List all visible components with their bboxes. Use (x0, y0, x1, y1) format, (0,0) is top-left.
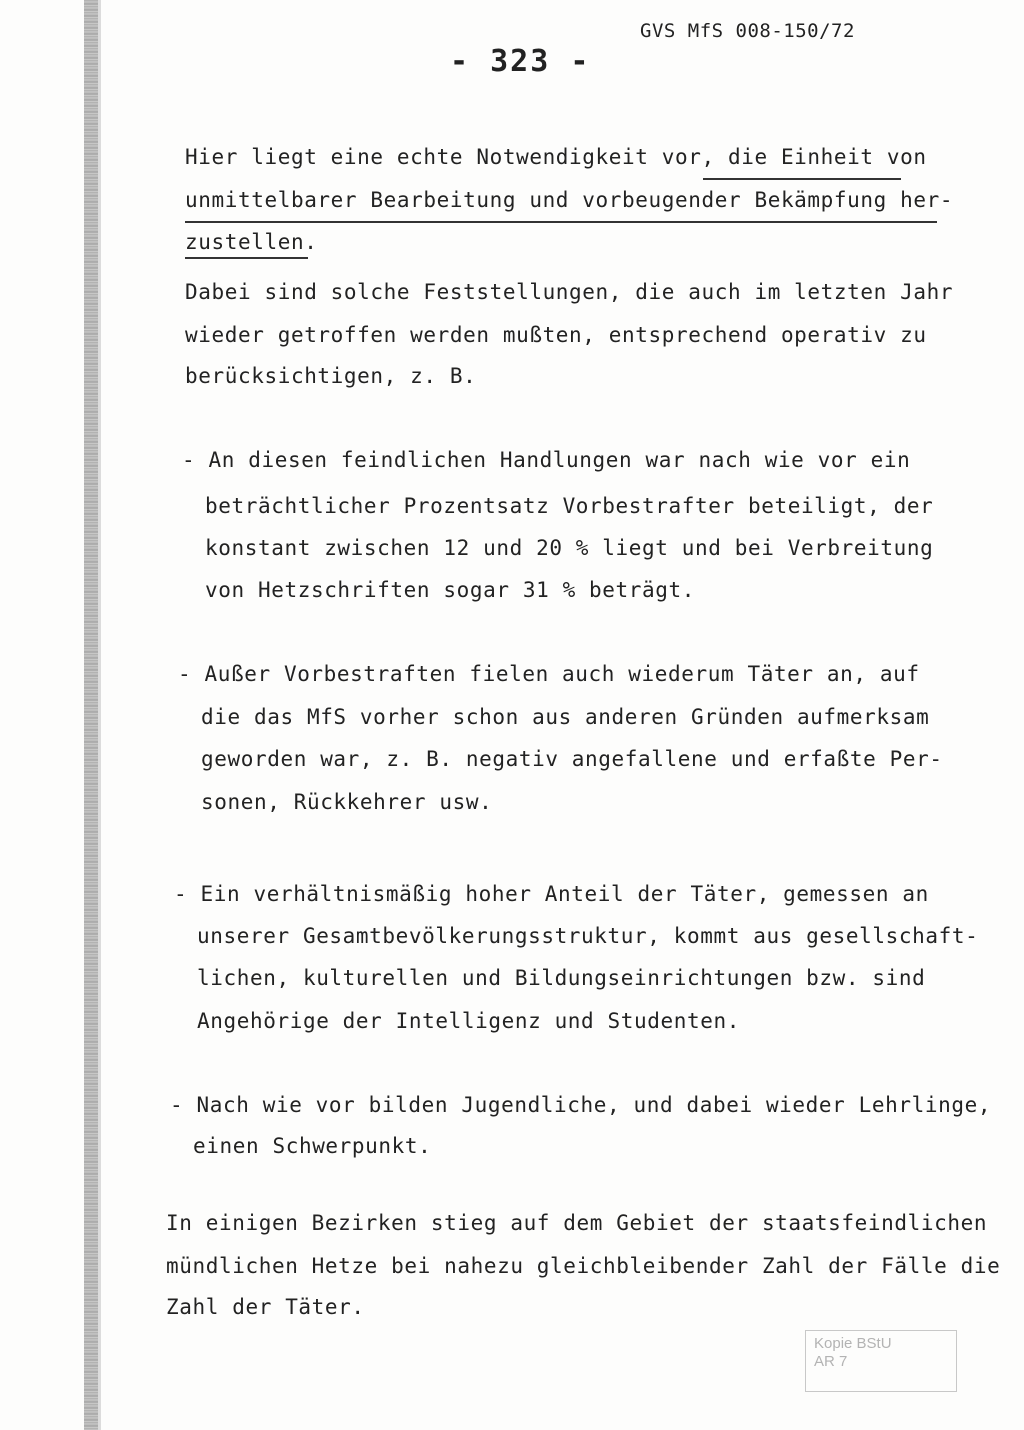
stamp-line-2: AR 7 (814, 1353, 848, 1370)
text-line-8: beträchtlicher Prozentsatz Vorbestrafter beteiligt, der (205, 494, 934, 518)
text-line-16: unserer Gesamtbevölkerungsstruktur, kommt aus gesellschaft- (197, 924, 979, 948)
text-line-17: lichen, kulturellen und Bildungseinrichtungen bzw. sind (197, 966, 926, 990)
text-line-15: - Ein verhältnismäßig hoher Anteil der Täter, gemessen an (174, 882, 929, 906)
binding-edge (84, 0, 98, 1430)
text-line-18: Angehörige der Intelligenz und Studenten. (197, 1009, 740, 1033)
text-line-9: konstant zwischen 12 und 20 % liegt und bei Verbreitung (205, 536, 934, 560)
text-line-11: - Außer Vorbestraften fielen auch wiederum Täter an, auf (178, 662, 920, 686)
underline-1 (703, 178, 901, 180)
underline-3 (185, 257, 308, 259)
underline-2 (185, 221, 937, 223)
text-line-3: zustellen. (185, 230, 318, 254)
text-line-6: berücksichtigen, z. B. (185, 364, 477, 388)
text-line-14: sonen, Rückkehrer usw. (201, 790, 493, 814)
archive-stamp (805, 1330, 957, 1392)
binding-shadow (98, 0, 101, 1430)
text-line-21: In einigen Bezirken stieg auf dem Gebiet der staatsfeindlichen (166, 1211, 988, 1235)
document-reference: GVS MfS 008-150/72 (640, 20, 855, 42)
text-line-4: Dabei sind solche Feststellungen, die auch im letzten Jahr (185, 280, 954, 304)
text-line-2: unmittelbarer Bearbeitung und vorbeugender Bekämpfung her- (185, 188, 954, 212)
text-line-23: Zahl der Täter. (166, 1295, 365, 1319)
text-line-1: Hier liegt eine echte Notwendigkeit vor, die Einheit von (185, 145, 927, 169)
page-number: - 323 - (450, 44, 591, 79)
text-line-20: einen Schwerpunkt. (193, 1134, 432, 1158)
text-line-12: die das MfS vorher schon aus anderen Gründen aufmerksam (201, 705, 930, 729)
stamp-line-1: Kopie BStU (814, 1335, 892, 1352)
text-line-10: von Hetzschriften sogar 31 % beträgt. (205, 578, 695, 602)
text-line-22: mündlichen Hetze bei nahezu gleichbleibender Zahl der Fälle die (166, 1254, 1001, 1278)
text-line-5: wieder getroffen werden mußten, entsprechend operativ zu (185, 323, 927, 347)
text-line-13: geworden war, z. B. negativ angefallene und erfaßte Per- (201, 747, 943, 771)
text-line-7: - An diesen feindlichen Handlungen war nach wie vor ein (182, 448, 911, 472)
text-line-19: - Nach wie vor bilden Jugendliche, und dabei wieder Lehrlinge, (170, 1093, 992, 1117)
